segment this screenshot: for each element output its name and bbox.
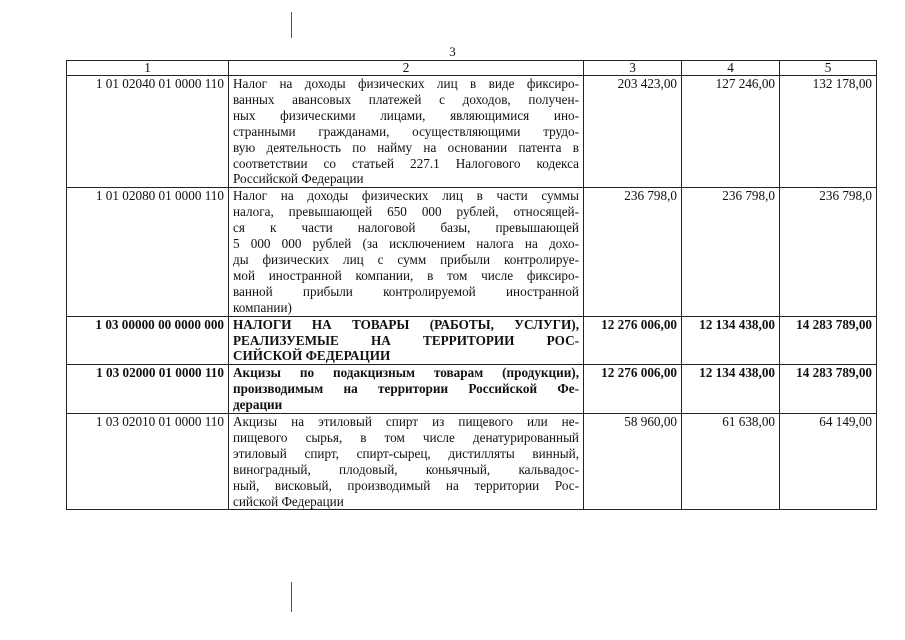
revenue-name-line: сийской Федерации <box>233 493 344 509</box>
budget-code-cell: 1 01 02040 01 0000 110 <box>67 76 229 188</box>
amount-col4-cell: 127 246,00 <box>682 76 780 188</box>
amount-col5-cell: 132 178,00 <box>780 76 877 188</box>
header-cell-3: 3 <box>584 61 682 76</box>
amount-col4-cell: 12 134 438,00 <box>682 316 780 365</box>
amount-col5-cell: 14 283 789,00 <box>780 365 877 414</box>
revenue-name-cell <box>229 76 584 188</box>
revenue-name-line: производимым на территории Российской Фе- <box>233 381 579 397</box>
header-cell-1: 1 <box>67 61 229 76</box>
header-cell-4: 4 <box>682 61 780 76</box>
revenue-name-line: компании) <box>233 299 292 315</box>
revenue-name-line: ный, висковый, производимый на территории Рос- <box>233 477 579 493</box>
revenue-name-line: НАЛОГИ НА ТОВАРЫ (РАБОТЫ, УСЛУГИ), <box>233 316 579 332</box>
revenue-name-line: соответствии со статьей 227.1 Налогового кодекса <box>233 155 579 171</box>
revenue-name-line: РЕАЛИЗУЕМЫЕ НА ТЕРРИТОРИИ РОС- <box>233 332 579 348</box>
revenue-name-line: пищевого сырья, в том числе денатурированный <box>233 429 579 445</box>
revenue-name-line: СИЙСКОЙ ФЕДЕРАЦИИ <box>233 348 391 364</box>
table-row <box>67 365 877 414</box>
revenue-name-line: ся к части налоговой базы, превышающей <box>233 220 579 236</box>
revenue-name-line: ванных авансовых платежей с доходов, получен- <box>233 91 579 107</box>
table-row <box>67 188 877 316</box>
table-row <box>67 414 877 510</box>
revenue-name-line: ды физических лиц с сумм прибыли контролируе- <box>233 251 579 267</box>
revenue-name-line: вую деятельность по найму на основании патента в <box>233 139 579 155</box>
header-cell-5: 5 <box>780 61 877 76</box>
budget-revenue-table <box>66 60 877 510</box>
revenue-name-line: ных физическими лицами, являющимися ино- <box>233 107 579 123</box>
revenue-name-line: налога, превышающей 650 000 рублей, относящей- <box>233 204 579 220</box>
amount-col5-cell: 14 283 789,00 <box>780 316 877 365</box>
amount-col4-cell: 236 798,0 <box>682 188 780 316</box>
revenue-name-line: дерации <box>233 397 283 413</box>
header-cell-2: 2 <box>229 61 584 76</box>
revenue-name-cell <box>229 316 584 365</box>
page-number: 3 <box>449 44 456 59</box>
revenue-name-line: странными гражданами, осуществляющими трудо- <box>233 123 579 139</box>
revenue-name-line: ванной прибыли контролируемой иностранной <box>233 283 579 299</box>
amount-col5-cell: 236 798,0 <box>780 188 877 316</box>
revenue-name-line: Акцизы по подакцизным товарам (продукции), <box>233 365 579 381</box>
scan-mark-top <box>291 12 292 38</box>
amount-col3-cell: 236 798,0 <box>584 188 682 316</box>
revenue-name-line: Налог на доходы физических лиц в части суммы <box>233 188 579 204</box>
amount-col3-cell: 58 960,00 <box>584 414 682 510</box>
revenue-name-cell <box>229 188 584 316</box>
revenue-name-line: 5 000 000 рублей (за исключением налога на дохо- <box>233 236 579 252</box>
revenue-name-cell <box>229 365 584 414</box>
revenue-name-line: Налог на доходы физических лиц в виде фиксиро- <box>233 76 579 91</box>
table-row <box>67 76 877 188</box>
amount-col3-cell: 12 276 006,00 <box>584 316 682 365</box>
budget-code-cell: 1 03 02000 01 0000 110 <box>67 365 229 414</box>
amount-col3-cell: 203 423,00 <box>584 76 682 188</box>
revenue-name-line: мой иностранной компании, в том числе фиксиро- <box>233 267 579 283</box>
table-body <box>67 76 877 510</box>
revenue-name-cell <box>229 414 584 510</box>
revenue-name-line: Акцизы на этиловый спирт из пищевого или не- <box>233 414 579 430</box>
budget-code-cell: 1 01 02080 01 0000 110 <box>67 188 229 316</box>
revenue-name-line: этиловый спирт, спирт-сырец, дистилляты винный, <box>233 445 579 461</box>
amount-col4-cell: 61 638,00 <box>682 414 780 510</box>
revenue-name-line: Российской Федерации <box>233 171 364 187</box>
amount-col4-cell: 12 134 438,00 <box>682 365 780 414</box>
table-row <box>67 316 877 365</box>
budget-code-cell: 1 03 00000 00 0000 000 <box>67 316 229 365</box>
revenue-name-line: виноградный, плодовый, коньячный, кальвадос- <box>233 461 579 477</box>
budget-code-cell: 1 03 02010 01 0000 110 <box>67 414 229 510</box>
amount-col5-cell: 64 149,00 <box>780 414 877 510</box>
amount-col3-cell: 12 276 006,00 <box>584 365 682 414</box>
scan-mark-bottom <box>291 582 292 612</box>
header-row <box>67 61 877 76</box>
